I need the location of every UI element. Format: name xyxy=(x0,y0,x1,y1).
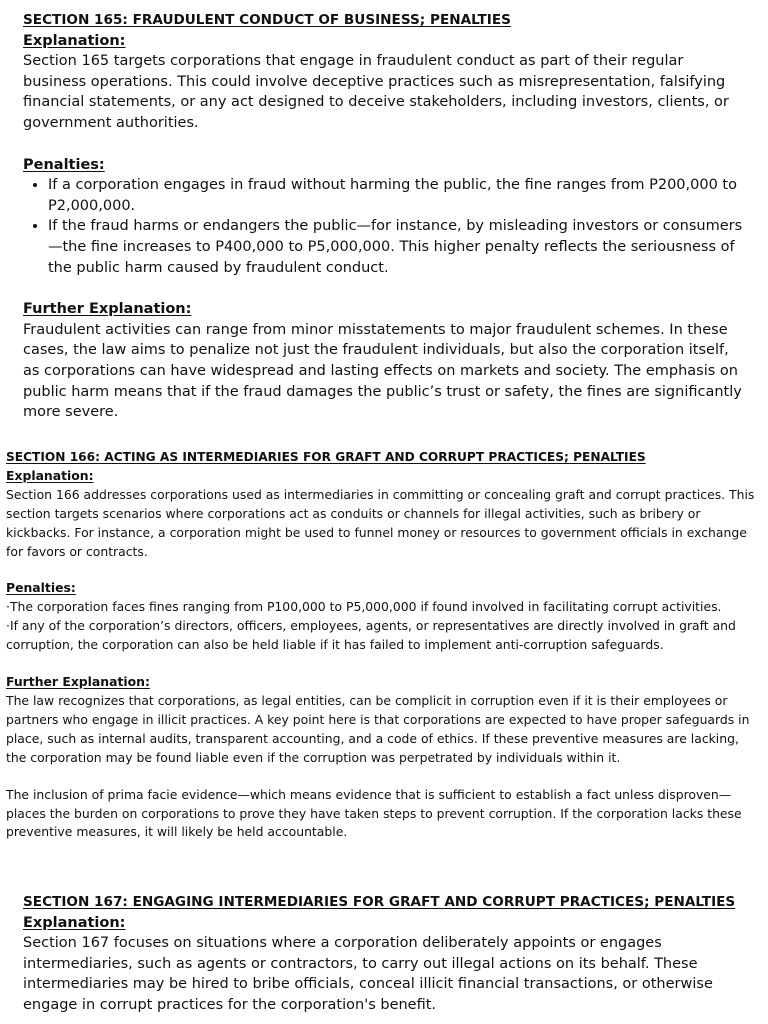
section-166-penalties-label: Penalties: xyxy=(6,580,76,596)
section-166-further-text-1: The law recognizes that corporations, as legal entities, can be complicit in corruption even if it is their employees or partners who engage in illicit practices. A key point here is that corporations are expected to have proper safeguards in place, such as internal audits, transparent accounting, and a code of ethics. If these preventive measures are lacking, the corporation may be found liable even if the corruption was perpetrated by individuals within it. xyxy=(6,692,750,765)
section-167 xyxy=(0,878,768,1016)
spacer xyxy=(6,655,762,673)
section-165-further-label: Further Explanation: xyxy=(23,301,192,318)
penalty-item: • If the fraud harms or endangers the public—for instance, by misleading investors or consumers—the fine increases to P400,000 to P5,000,000. This higher penalty reflects the seriousness of the public harm caused by fraudulent conduct. xyxy=(48,216,746,278)
spacer xyxy=(6,768,762,786)
penalty-item: ·The corporation faces fines ranging from P100,000 to P5,000,000 if found involved in facilitating corrupt activities. xyxy=(6,599,722,615)
section-166-further-text-2: The inclusion of prima facie evidence—which means evidence that is sufficient to establish a fact unless disproven—places the burden on corporations to prove they have taken steps to prevent corruption. If the corporation lacks these preventive measures, it will likely be held accountable. xyxy=(6,786,742,840)
section-167-title: SECTION 167: ENGAGING INTERMEDIARIES FOR GRAFT AND CORRUPT PRACTICES; PENALTIES xyxy=(23,894,736,910)
section-166-explanation-label: Explanation: xyxy=(6,467,94,483)
section-165-penalties-label: Penalties: xyxy=(23,156,105,173)
section-165-penalties-list xyxy=(23,175,746,278)
section-165 xyxy=(0,0,768,442)
penalty-item: • If a corporation engages in fraud without harming the public, the fine ranges from P200,000 to P2,000,000. xyxy=(48,175,746,216)
section-165-explanation-label: Explanation: xyxy=(23,32,126,49)
spacer xyxy=(23,134,746,155)
section-165-title: SECTION 165: FRAUDULENT CONDUCT OF BUSINESS; PENALTIES xyxy=(23,12,511,28)
section-166-title: SECTION 166: ACTING AS INTERMEDIARIES FOR GRAFT AND CORRUPT PRACTICES; PENALTIES xyxy=(6,450,646,464)
section-166-explanation-text: Section 166 addresses corporations used as intermediaries in committing or concealing graft and corrupt practices. This section targets scenarios where corporations act as conduits or channels for illegal activities, such as bribery or kickbacks. For instance, a corporation might be used to funnel money or resources to government officials in exchange for favors or contracts. xyxy=(6,486,755,559)
section-165-further-text: Fraudulent activities can range from minor misstatements to major fraudulent schemes. In these cases, the law aims to penalize not just the fraudulent individuals, but also the corporation itself, as corporations can have widespread and lasting effects on markets and society. The emphasis on public harm means that if the fraud damages the public’s trust or safety, the fines are significantly more severe. xyxy=(23,321,742,421)
spacer xyxy=(23,278,746,299)
section-165-explanation-text: Section 165 targets corporations that engage in fraudulent conduct as part of their regular business operations. This could involve deceptive practices such as misrepresentation, falsifying financial statements, or any act designed to deceive stakeholders, including investors, clients, or government authorities. xyxy=(23,53,729,131)
section-167-explanation-text: Section 167 focuses on situations where a corporation deliberately appoints or engages intermediaries, such as agents or contractors, to carry out illegal actions on its behalf. These intermediaries may be hired to bribe officials, conceal illicit financial transactions, or otherwise engage in corrupt practices for the corporation's benefit. xyxy=(23,935,713,1013)
section-166 xyxy=(0,448,768,878)
spacer xyxy=(6,561,762,579)
section-166-further-label: Further Explanation: xyxy=(6,674,150,690)
penalty-item: ·If any of the corporation’s directors, officers, employees, agents, or representatives are directly involved in graft and corruption, the corporation can also be held liable if it has failed to implement anti-corruption safeguards. xyxy=(6,618,736,653)
section-167-explanation-label: Explanation: xyxy=(23,914,126,931)
